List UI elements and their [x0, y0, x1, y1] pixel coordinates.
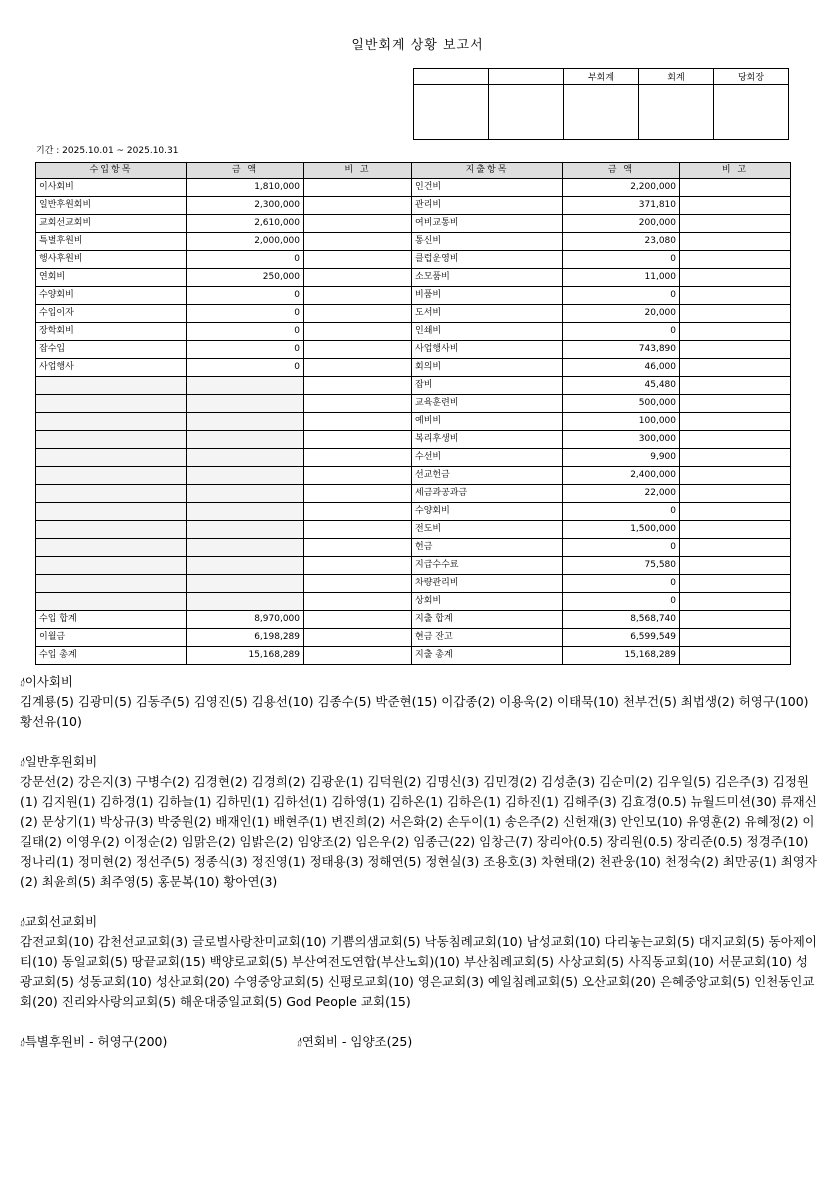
table-row [36, 269, 791, 287]
expense-item: 교육훈련비 [412, 395, 563, 413]
expense-note [680, 413, 791, 431]
income-item [36, 413, 187, 431]
income-note [304, 341, 412, 359]
income-note [304, 467, 412, 485]
income-item [36, 503, 187, 521]
income-note [304, 395, 412, 413]
table-row [36, 629, 791, 647]
expense-item: 상회비 [412, 593, 563, 611]
income-note [304, 413, 412, 431]
income-note [304, 269, 412, 287]
expense-item: 회의비 [412, 359, 563, 377]
income-amount [187, 395, 304, 413]
income-note [304, 305, 412, 323]
expense-amount: 500,000 [563, 395, 680, 413]
expense-item: 전도비 [412, 521, 563, 539]
expense-item: 통신비 [412, 233, 563, 251]
income-amount: 15,168,289 [187, 647, 304, 665]
income-amount: 2,610,000 [187, 215, 304, 233]
notes-footer [20, 1032, 820, 1052]
income-item [36, 539, 187, 557]
header-income-item: 수입항목 [36, 163, 187, 179]
table-row [36, 251, 791, 269]
header-expense-amount: 금 액 [563, 163, 680, 179]
expense-note [680, 467, 791, 485]
section-body: 김계룡(5) 김광미(5) 김동주(5) 김영진(5) 김용선(10) 김종수(5) 박준현(15) 이갑종(2) 이용욱(2) 이태묵(10) 천부건(5) 최법생(2) 허영구(100) 황선유(10) [20, 694, 809, 729]
section-title: 🖞교회선교회비 [20, 914, 98, 929]
expense-item: 사업행사비 [412, 341, 563, 359]
table-row [36, 305, 791, 323]
income-note [304, 233, 412, 251]
table-row [36, 593, 791, 611]
ledger-header-row [36, 163, 791, 179]
expense-note [680, 395, 791, 413]
income-amount: 0 [187, 323, 304, 341]
report-period: 기간 : 2025.10.01 ~ 2025.10.31 [36, 146, 179, 156]
expense-item: 소모품비 [412, 269, 563, 287]
expense-amount: 6,599,549 [563, 629, 680, 647]
expense-note [680, 233, 791, 251]
income-note [304, 431, 412, 449]
income-amount [187, 575, 304, 593]
income-item [36, 575, 187, 593]
expense-item: 인쇄비 [412, 323, 563, 341]
approval-sign-5 [714, 85, 789, 140]
income-note [304, 593, 412, 611]
income-item [36, 593, 187, 611]
income-item: 행사후원비 [36, 251, 187, 269]
approval-header-vice-treasurer: 부회계 [564, 69, 639, 85]
table-row [36, 575, 791, 593]
approval-header-moderator: 당회장 [714, 69, 789, 85]
expense-item: 차량관리비 [412, 575, 563, 593]
expense-item: 관리비 [412, 197, 563, 215]
income-amount [187, 539, 304, 557]
table-row [36, 611, 791, 629]
expense-item: 수선비 [412, 449, 563, 467]
income-note [304, 485, 412, 503]
income-note [304, 197, 412, 215]
header-income-amount: 금 액 [187, 163, 304, 179]
expense-note [680, 305, 791, 323]
expense-amount: 0 [563, 503, 680, 521]
expense-amount: 200,000 [563, 215, 680, 233]
expense-amount: 2,200,000 [563, 179, 680, 197]
expense-note [680, 179, 791, 197]
expense-amount: 23,080 [563, 233, 680, 251]
income-amount: 1,810,000 [187, 179, 304, 197]
section-title: 🖞이사회비 [20, 674, 73, 689]
expense-note [680, 521, 791, 539]
approval-sign-4 [639, 85, 714, 140]
expense-note [680, 287, 791, 305]
expense-amount: 9,900 [563, 449, 680, 467]
expense-amount: 0 [563, 287, 680, 305]
expense-item: 지출 총계 [412, 647, 563, 665]
expense-note [680, 503, 791, 521]
income-item: 일반후원회비 [36, 197, 187, 215]
income-item [36, 395, 187, 413]
expense-amount: 45,480 [563, 377, 680, 395]
income-amount [187, 413, 304, 431]
expense-item: 지출 합계 [412, 611, 563, 629]
expense-amount: 0 [563, 575, 680, 593]
table-row [36, 647, 791, 665]
income-amount: 0 [187, 287, 304, 305]
income-item: 수입 총계 [36, 647, 187, 665]
income-item [36, 485, 187, 503]
income-amount: 2,000,000 [187, 233, 304, 251]
income-amount: 6,198,289 [187, 629, 304, 647]
income-note [304, 503, 412, 521]
income-amount [187, 593, 304, 611]
expense-amount: 22,000 [563, 485, 680, 503]
expense-amount: 2,400,000 [563, 467, 680, 485]
expense-note [680, 341, 791, 359]
income-note [304, 251, 412, 269]
header-expense-item: 지출항목 [412, 163, 563, 179]
expense-note [680, 647, 791, 665]
ledger-table [35, 162, 791, 665]
notes-section-church [20, 912, 820, 1012]
expense-note [680, 197, 791, 215]
approval-box [413, 68, 789, 140]
income-amount [187, 557, 304, 575]
income-amount [187, 503, 304, 521]
expense-amount: 46,000 [563, 359, 680, 377]
expense-item: 헌금 [412, 539, 563, 557]
table-row [36, 341, 791, 359]
expense-amount: 8,568,740 [563, 611, 680, 629]
table-row [36, 323, 791, 341]
table-row [36, 467, 791, 485]
expense-item: 인건비 [412, 179, 563, 197]
income-item: 교회선교회비 [36, 215, 187, 233]
expense-amount: 743,890 [563, 341, 680, 359]
table-row [36, 359, 791, 377]
expense-note [680, 539, 791, 557]
expense-note [680, 629, 791, 647]
income-item [36, 431, 187, 449]
expense-item: 예비비 [412, 413, 563, 431]
expense-note [680, 377, 791, 395]
income-item: 연회비 [36, 269, 187, 287]
approval-sign-2 [489, 85, 564, 140]
approval-sign-3 [564, 85, 639, 140]
income-note [304, 323, 412, 341]
expense-item: 세금과공과금 [412, 485, 563, 503]
income-amount [187, 449, 304, 467]
income-note [304, 557, 412, 575]
income-amount [187, 485, 304, 503]
table-row [36, 521, 791, 539]
section-title: 🖞일반후원회비 [20, 754, 98, 769]
expense-note [680, 269, 791, 287]
expense-item: 복리후생비 [412, 431, 563, 449]
notes-section-general [20, 752, 820, 892]
expense-item: 여비교통비 [412, 215, 563, 233]
expense-item: 클럽운영비 [412, 251, 563, 269]
income-item: 사업행사 [36, 359, 187, 377]
table-row [36, 395, 791, 413]
expense-note [680, 431, 791, 449]
expense-item: 잡비 [412, 377, 563, 395]
income-item [36, 449, 187, 467]
income-amount: 2,300,000 [187, 197, 304, 215]
income-amount [187, 521, 304, 539]
expense-item: 지급수수료 [412, 557, 563, 575]
report-title: 일반회계 상황 보고서 [351, 38, 484, 53]
expense-note [680, 593, 791, 611]
income-note [304, 179, 412, 197]
expense-item: 비품비 [412, 287, 563, 305]
expense-note [680, 575, 791, 593]
expense-amount: 1,500,000 [563, 521, 680, 539]
expense-amount: 20,000 [563, 305, 680, 323]
donor-notes [20, 672, 820, 1052]
income-note [304, 575, 412, 593]
expense-amount: 75,580 [563, 557, 680, 575]
income-item: 이월금 [36, 629, 187, 647]
expense-amount: 11,000 [563, 269, 680, 287]
income-item: 잡수입 [36, 341, 187, 359]
income-item: 수양회비 [36, 287, 187, 305]
table-row [36, 233, 791, 251]
approval-header-treasurer: 회계 [639, 69, 714, 85]
expense-item: 도서비 [412, 305, 563, 323]
income-note [304, 377, 412, 395]
expense-note [680, 611, 791, 629]
table-row [36, 179, 791, 197]
table-row [36, 413, 791, 431]
income-amount [187, 377, 304, 395]
table-row [36, 503, 791, 521]
income-note [304, 611, 412, 629]
income-note [304, 359, 412, 377]
income-item: 수입이자 [36, 305, 187, 323]
table-row [36, 215, 791, 233]
expense-note [680, 323, 791, 341]
expense-item: 선교헌금 [412, 467, 563, 485]
approval-sign-1 [414, 85, 489, 140]
header-expense-note: 비 고 [680, 163, 791, 179]
expense-note [680, 557, 791, 575]
table-row [36, 197, 791, 215]
income-amount [187, 431, 304, 449]
expense-amount: 0 [563, 539, 680, 557]
expense-amount: 0 [563, 593, 680, 611]
income-amount [187, 467, 304, 485]
special-donation: 🖞특별후원비 - 허영구(200) [20, 1034, 168, 1049]
expense-note [680, 449, 791, 467]
approval-header-blank-1 [414, 69, 489, 85]
income-note [304, 287, 412, 305]
income-item [36, 377, 187, 395]
income-amount: 8,970,000 [187, 611, 304, 629]
header-income-note: 비 고 [304, 163, 412, 179]
expense-note [680, 359, 791, 377]
section-body: 강문선(2) 강은지(3) 구병수(2) 김경현(2) 김경희(2) 김광운(1) 김덕원(2) 김명신(3) 김민경(2) 김성춘(3) 김순미(2) 김우일(5) 김은주(3) 김정원(1) 김지원(1) 김하경(1) 김하늘(1) 김하민(1) 김하선(1) 김하영(1) 김하온(1) 김하은(1) 김하진(1) 김해주(3) 김효경(0.5) 뉴월드미션(30) 류재신(2) 문상기(1) 박상규(3) 박중원(2) 배재인(1) 배현주(1) 변진희(2) 서은화(2) 손두이(1) 송은주(2) 신헌재(3) 안인모(10) 유영훈(2) 유혜정(2) 이길태(2) 이영우(2) 이정순(2) 임맑은(2) 임밝은(2) 임양조(2) 임은우(2) 임종근(22) 임창근(7) 장리아(0.5) 장리원(0.5) 장리준(0.5) 정경주(10) 정나리(1) 정미현(2) 정선주(5) 정종식(3) 정진영(1) 정태용(3) 정해연(5) 정현실(3) 조용호(3) 차현태(2) 천관웅(10) 천정숙(2) 최만공(1) 최영자(2) 최윤희(5) 최주영(5) 홍문복(10) 황아연(3) [20, 774, 817, 889]
table-row [36, 539, 791, 557]
table-row [36, 431, 791, 449]
income-note [304, 215, 412, 233]
expense-amount: 100,000 [563, 413, 680, 431]
table-row [36, 557, 791, 575]
annual-fee: 🖞연회비 - 임양조(25) [297, 1034, 413, 1049]
income-item [36, 467, 187, 485]
section-body: 감전교회(10) 감천선교교회(3) 글로벌사랑찬미교회(10) 기쁨의샘교회(5) 낙동침례교회(10) 남성교회(10) 다리놓는교회(5) 대지교회(5) 동아제이티(10) 동일교회(5) 땅끝교회(15) 백양로교회(5) 부산여전도연합(부산노회)(10) 부산침례교회(5) 사상교회(5) 사직동교회(10) 서문교회(10) 성광교회(5) 성동교회(10) 성산교회(20) 수영중앙교회(5) 신평로교회(10) 영은교회(3) 예일침례교회(5) 오산교회(20) 은혜중앙교회(5) 인천동인교회(20) 진리와사랑의교회(5) 해운대중일교회(5) God People 교회(15) [20, 934, 817, 1009]
income-amount: 250,000 [187, 269, 304, 287]
income-item: 수입 합계 [36, 611, 187, 629]
expense-item: 수양회비 [412, 503, 563, 521]
expense-note [680, 251, 791, 269]
expense-amount: 0 [563, 251, 680, 269]
expense-note [680, 485, 791, 503]
income-item: 이사회비 [36, 179, 187, 197]
table-row [36, 287, 791, 305]
expense-amount: 371,810 [563, 197, 680, 215]
income-amount: 0 [187, 341, 304, 359]
expense-amount: 0 [563, 323, 680, 341]
income-item [36, 557, 187, 575]
expense-amount: 15,168,289 [563, 647, 680, 665]
table-row [36, 485, 791, 503]
income-amount: 0 [187, 251, 304, 269]
income-item [36, 521, 187, 539]
expense-item: 현금 잔고 [412, 629, 563, 647]
income-note [304, 539, 412, 557]
income-note [304, 647, 412, 665]
income-note [304, 521, 412, 539]
income-note [304, 629, 412, 647]
income-amount: 0 [187, 305, 304, 323]
expense-amount: 300,000 [563, 431, 680, 449]
income-item: 장학회비 [36, 323, 187, 341]
expense-note [680, 215, 791, 233]
income-item: 특별후원비 [36, 233, 187, 251]
approval-header-blank-2 [489, 69, 564, 85]
income-amount: 0 [187, 359, 304, 377]
notes-section-board [20, 672, 820, 732]
income-note [304, 449, 412, 467]
table-row [36, 449, 791, 467]
table-row [36, 377, 791, 395]
